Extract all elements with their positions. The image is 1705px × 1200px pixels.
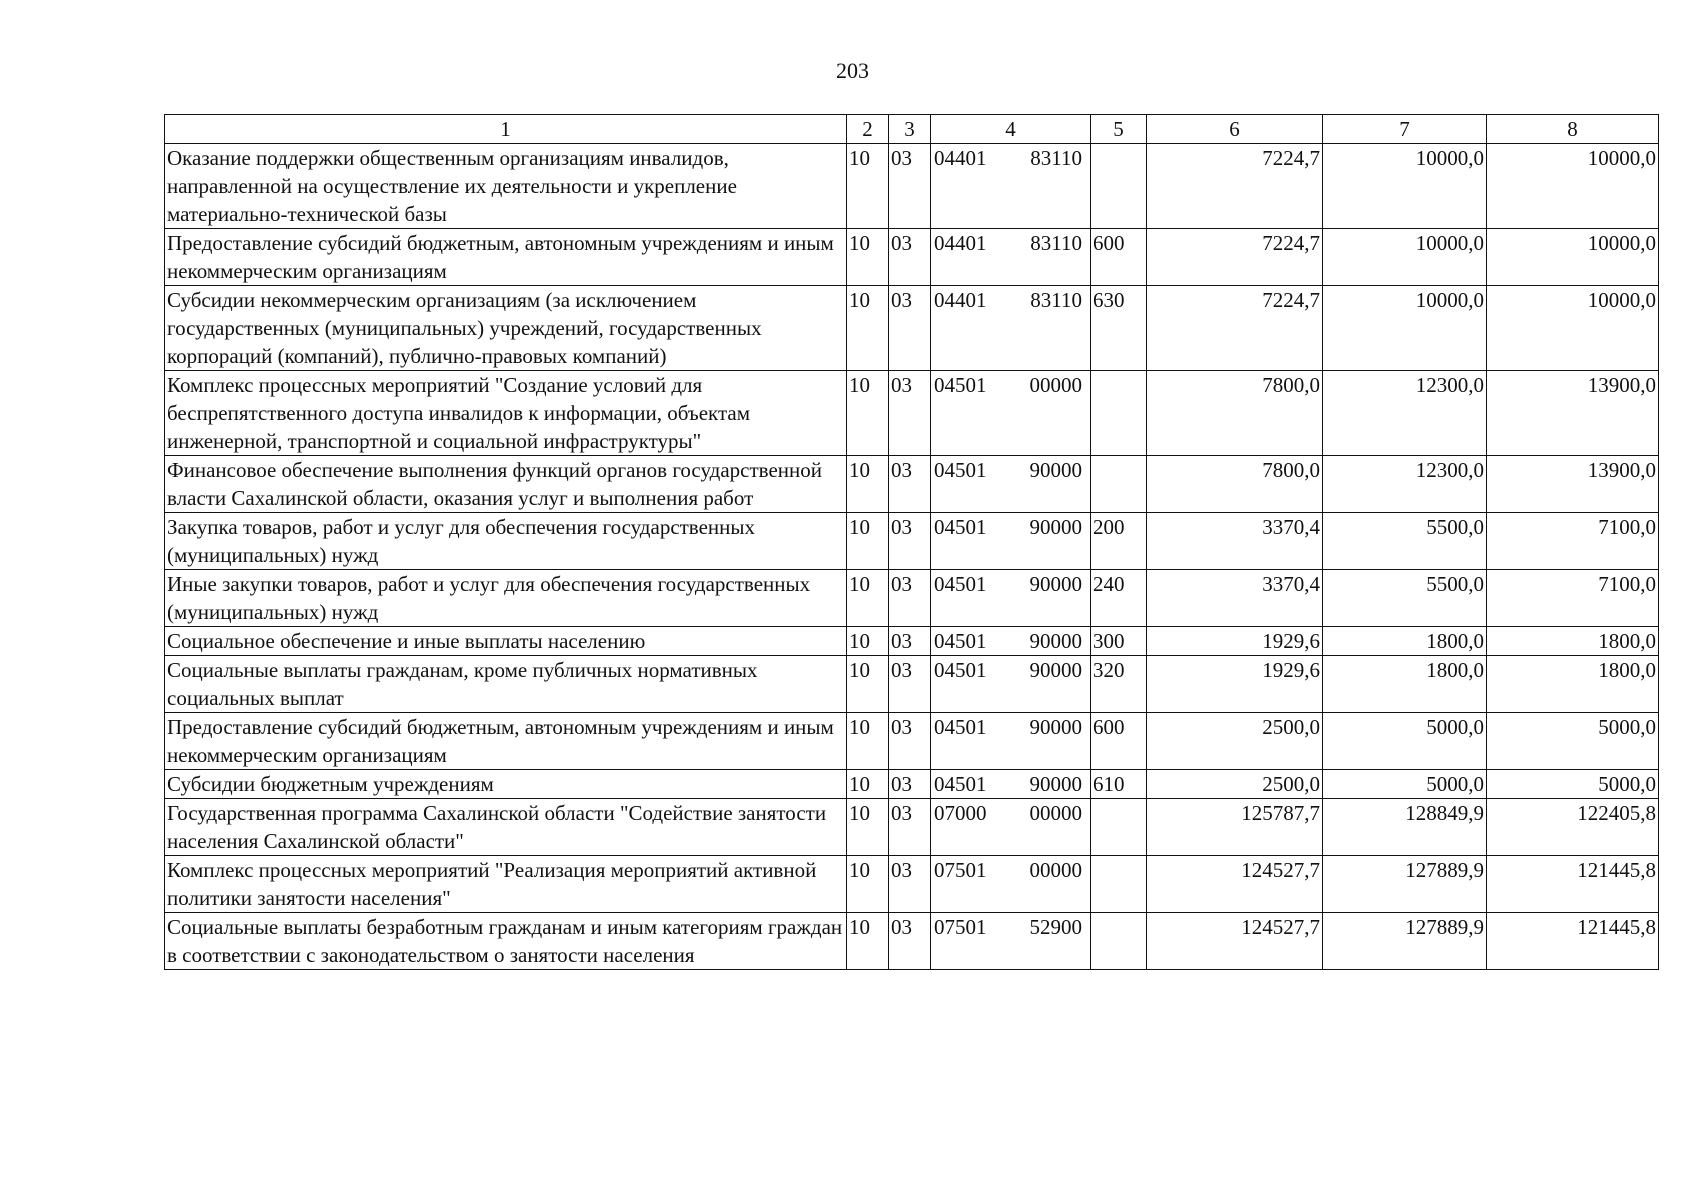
- row-amount-col6: 7800,0: [1147, 371, 1323, 456]
- row-amount-col8: 10000,0: [1487, 286, 1659, 371]
- row-direction-code: 00000: [1029, 858, 1082, 882]
- row-amount-col7: 127889,9: [1323, 856, 1487, 913]
- row-amount-col7: 10000,0: [1323, 144, 1487, 229]
- row-expense-type: 610: [1091, 770, 1147, 799]
- budget-table: [164, 114, 1659, 970]
- row-program-code: 07000: [934, 801, 987, 825]
- row-direction-code: 00000: [1029, 801, 1082, 825]
- row-program-code: 04501: [934, 772, 987, 796]
- column-header: 6: [1147, 115, 1323, 144]
- row-target-article: [931, 229, 1091, 286]
- row-target-article: [931, 513, 1091, 570]
- table-row: [165, 713, 1659, 770]
- row-program-code: 04501: [934, 373, 987, 397]
- row-amount-col6: 7800,0: [1147, 456, 1323, 513]
- table-row: [165, 513, 1659, 570]
- row-subsection: 03: [889, 286, 931, 371]
- row-section: 10: [847, 570, 889, 627]
- row-program-code: 04501: [934, 572, 987, 596]
- row-amount-col8: 121445,8: [1487, 856, 1659, 913]
- row-expense-type: [1091, 144, 1147, 229]
- row-amount-col6: 7224,7: [1147, 229, 1323, 286]
- row-amount-col6: 7224,7: [1147, 286, 1323, 371]
- table-row: [165, 913, 1659, 970]
- column-header: 7: [1323, 115, 1487, 144]
- row-direction-code: 83110: [1030, 288, 1082, 312]
- row-target-article: [931, 713, 1091, 770]
- row-amount-col6: 3370,4: [1147, 570, 1323, 627]
- column-header: 8: [1487, 115, 1659, 144]
- row-name: Субсидии бюджетным учреждениям: [165, 770, 847, 799]
- row-target-article: [931, 371, 1091, 456]
- row-amount-col8: 121445,8: [1487, 913, 1659, 970]
- row-amount-col6: 124527,7: [1147, 856, 1323, 913]
- row-expense-type: [1091, 456, 1147, 513]
- row-section: 10: [847, 627, 889, 656]
- row-amount-col8: 5000,0: [1487, 770, 1659, 799]
- row-target-article: [931, 656, 1091, 713]
- row-name: Государственная программа Сахалинской области "Содействие занятости населения Сахалинской области": [165, 799, 847, 856]
- row-amount-col8: 13900,0: [1487, 456, 1659, 513]
- row-subsection: 03: [889, 513, 931, 570]
- row-amount-col7: 10000,0: [1323, 286, 1487, 371]
- row-expense-type: 600: [1091, 229, 1147, 286]
- row-name: Комплекс процессных мероприятий "Реализация мероприятий активной политики занятости населения": [165, 856, 847, 913]
- row-amount-col6: 7224,7: [1147, 144, 1323, 229]
- row-amount-col8: 1800,0: [1487, 627, 1659, 656]
- row-expense-type: 600: [1091, 713, 1147, 770]
- row-program-code: 04501: [934, 658, 987, 682]
- row-section: 10: [847, 799, 889, 856]
- row-program-code: 07501: [934, 915, 987, 939]
- table-row: [165, 627, 1659, 656]
- table-row: [165, 286, 1659, 371]
- row-amount-col7: 10000,0: [1323, 229, 1487, 286]
- row-section: 10: [847, 144, 889, 229]
- row-amount-col8: 10000,0: [1487, 144, 1659, 229]
- table-row: [165, 770, 1659, 799]
- row-name: Социальные выплаты гражданам, кроме публичных нормативных социальных выплат: [165, 656, 847, 713]
- row-program-code: 04401: [934, 288, 987, 312]
- row-name: Предоставление субсидий бюджетным, автономным учреждениям и иным некоммерческим организациям: [165, 713, 847, 770]
- row-amount-col8: 1800,0: [1487, 656, 1659, 713]
- row-amount-col7: 12300,0: [1323, 371, 1487, 456]
- row-program-code: 04401: [934, 231, 987, 255]
- row-amount-col8: 5000,0: [1487, 713, 1659, 770]
- row-expense-type: [1091, 913, 1147, 970]
- row-section: 10: [847, 286, 889, 371]
- row-name: Субсидии некоммерческим организациям (за исключением государственных (муниципальных) учреждений, государственных корпораций (компаний), публично-правовых компаний): [165, 286, 847, 371]
- row-subsection: 03: [889, 770, 931, 799]
- row-program-code: 07501: [934, 858, 987, 882]
- row-amount-col6: 3370,4: [1147, 513, 1323, 570]
- row-section: 10: [847, 456, 889, 513]
- row-direction-code: 90000: [1029, 515, 1082, 539]
- row-name: Иные закупки товаров, работ и услуг для обеспечения государственных (муниципальных) нужд: [165, 570, 847, 627]
- row-name: Закупка товаров, работ и услуг для обеспечения государственных (муниципальных) нужд: [165, 513, 847, 570]
- row-target-article: [931, 286, 1091, 371]
- row-section: 10: [847, 770, 889, 799]
- row-direction-code: 52900: [1029, 915, 1082, 939]
- table-row: [165, 656, 1659, 713]
- row-name: Социальное обеспечение и иные выплаты населению: [165, 627, 847, 656]
- row-amount-col8: 7100,0: [1487, 570, 1659, 627]
- table-row: [165, 856, 1659, 913]
- table-header-row: [165, 115, 1659, 144]
- table-row: [165, 371, 1659, 456]
- row-section: 10: [847, 656, 889, 713]
- row-amount-col6: 2500,0: [1147, 713, 1323, 770]
- row-amount-col7: 128849,9: [1323, 799, 1487, 856]
- row-section: 10: [847, 229, 889, 286]
- row-amount-col8: 13900,0: [1487, 371, 1659, 456]
- row-amount-col6: 1929,6: [1147, 627, 1323, 656]
- row-name: Финансовое обеспечение выполнения функций органов государственной власти Сахалинской области, оказания услуг и выполнения работ: [165, 456, 847, 513]
- row-section: 10: [847, 913, 889, 970]
- row-direction-code: 83110: [1030, 146, 1082, 170]
- row-direction-code: 90000: [1029, 572, 1082, 596]
- row-target-article: [931, 856, 1091, 913]
- row-subsection: 03: [889, 229, 931, 286]
- row-direction-code: 90000: [1029, 458, 1082, 482]
- row-subsection: 03: [889, 799, 931, 856]
- row-amount-col7: 127889,9: [1323, 913, 1487, 970]
- row-expense-type: [1091, 371, 1147, 456]
- row-subsection: 03: [889, 913, 931, 970]
- row-direction-code: 83110: [1030, 231, 1082, 255]
- row-program-code: 04401: [934, 146, 987, 170]
- row-section: 10: [847, 513, 889, 570]
- row-amount-col7: 12300,0: [1323, 456, 1487, 513]
- column-header: 3: [889, 115, 931, 144]
- row-direction-code: 90000: [1029, 629, 1082, 653]
- row-target-article: [931, 770, 1091, 799]
- column-header: 5: [1091, 115, 1147, 144]
- row-name: Комплекс процессных мероприятий "Создание условий для беспрепятственного доступа инвалидов к информации, объектам инженерной, транспортной и социальной инфраструктуры": [165, 371, 847, 456]
- row-subsection: 03: [889, 856, 931, 913]
- column-header: 2: [847, 115, 889, 144]
- row-expense-type: 630: [1091, 286, 1147, 371]
- row-target-article: [931, 913, 1091, 970]
- column-header: 1: [165, 115, 847, 144]
- row-amount-col6: 1929,6: [1147, 656, 1323, 713]
- row-subsection: 03: [889, 570, 931, 627]
- table-row: [165, 570, 1659, 627]
- row-target-article: [931, 799, 1091, 856]
- row-section: 10: [847, 856, 889, 913]
- row-direction-code: 90000: [1029, 772, 1082, 796]
- row-subsection: 03: [889, 144, 931, 229]
- row-expense-type: 200: [1091, 513, 1147, 570]
- row-amount-col7: 5500,0: [1323, 513, 1487, 570]
- row-name: Предоставление субсидий бюджетным, автономным учреждениям и иным некоммерческим организациям: [165, 229, 847, 286]
- row-program-code: 04501: [934, 629, 987, 653]
- row-expense-type: [1091, 799, 1147, 856]
- page-number: 203: [836, 58, 869, 83]
- table-row: [165, 144, 1659, 229]
- row-direction-code: 00000: [1029, 373, 1082, 397]
- row-amount-col7: 1800,0: [1323, 627, 1487, 656]
- row-amount-col7: 1800,0: [1323, 656, 1487, 713]
- row-program-code: 04501: [934, 715, 987, 739]
- row-amount-col7: 5500,0: [1323, 570, 1487, 627]
- row-program-code: 04501: [934, 458, 987, 482]
- row-direction-code: 90000: [1029, 658, 1082, 682]
- row-amount-col8: 122405,8: [1487, 799, 1659, 856]
- row-amount-col7: 5000,0: [1323, 713, 1487, 770]
- table-body: [165, 144, 1659, 970]
- row-subsection: 03: [889, 713, 931, 770]
- row-subsection: 03: [889, 627, 931, 656]
- row-direction-code: 90000: [1029, 715, 1082, 739]
- row-name: Оказание поддержки общественным организациям инвалидов, направленной на осуществление их деятельности и укрепление материально-технической базы: [165, 144, 847, 229]
- row-target-article: [931, 627, 1091, 656]
- row-expense-type: 320: [1091, 656, 1147, 713]
- row-program-code: 04501: [934, 515, 987, 539]
- row-amount-col8: 7100,0: [1487, 513, 1659, 570]
- row-name: Социальные выплаты безработным гражданам и иным категориям граждан в соответствии с законодательством о занятости населения: [165, 913, 847, 970]
- row-expense-type: 300: [1091, 627, 1147, 656]
- row-expense-type: 240: [1091, 570, 1147, 627]
- row-section: 10: [847, 371, 889, 456]
- row-amount-col6: 2500,0: [1147, 770, 1323, 799]
- table-row: [165, 456, 1659, 513]
- row-expense-type: [1091, 856, 1147, 913]
- row-subsection: 03: [889, 656, 931, 713]
- row-target-article: [931, 144, 1091, 229]
- table-row: [165, 229, 1659, 286]
- row-target-article: [931, 570, 1091, 627]
- column-header: 4: [931, 115, 1091, 144]
- row-amount-col6: 125787,7: [1147, 799, 1323, 856]
- row-amount-col7: 5000,0: [1323, 770, 1487, 799]
- row-amount-col6: 124527,7: [1147, 913, 1323, 970]
- row-section: 10: [847, 713, 889, 770]
- row-subsection: 03: [889, 456, 931, 513]
- row-subsection: 03: [889, 371, 931, 456]
- row-target-article: [931, 456, 1091, 513]
- row-amount-col8: 10000,0: [1487, 229, 1659, 286]
- table-row: [165, 799, 1659, 856]
